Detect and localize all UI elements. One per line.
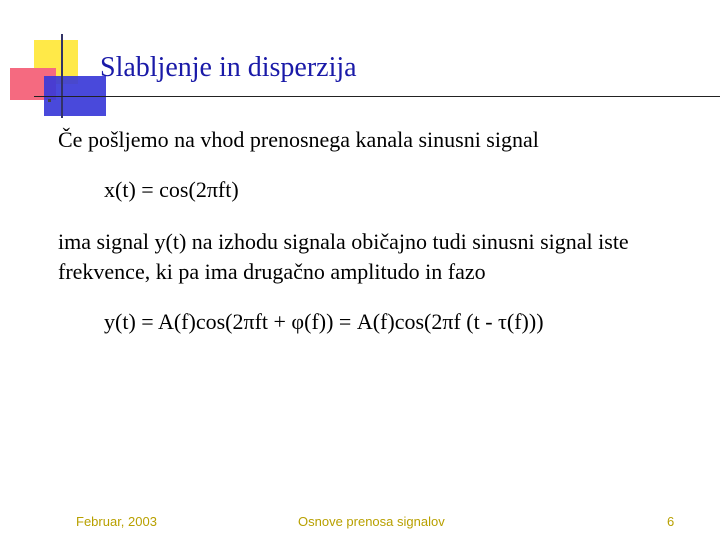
decor-vertical-line bbox=[61, 34, 63, 118]
footer-title: Osnove prenosa signalov bbox=[298, 514, 445, 529]
footer-date: Februar, 2003 bbox=[76, 514, 157, 529]
equation-input-signal: x(t) = cos(2πft) bbox=[104, 177, 239, 202]
decor-dot bbox=[48, 99, 51, 102]
body-text-line-2: ima signal y(t) na izhodu signala običajno tudi sinusni signal iste bbox=[58, 229, 629, 254]
page-number: 6 bbox=[667, 514, 675, 529]
body-text-line-3: frekvence, ki pa ima drugačno amplitudo in fazo bbox=[58, 259, 486, 284]
title-underline bbox=[34, 96, 720, 97]
body-text-line-1: Če pošljemo na vhod prenosnega kanala sinusni signal bbox=[58, 127, 539, 152]
slide-title: Slabljenje in disperzija bbox=[100, 52, 357, 83]
equation-output-signal: y(t) = A(f)cos(2πft + φ(f)) = A(f)cos(2πf (t - τ(f))) bbox=[104, 309, 544, 334]
